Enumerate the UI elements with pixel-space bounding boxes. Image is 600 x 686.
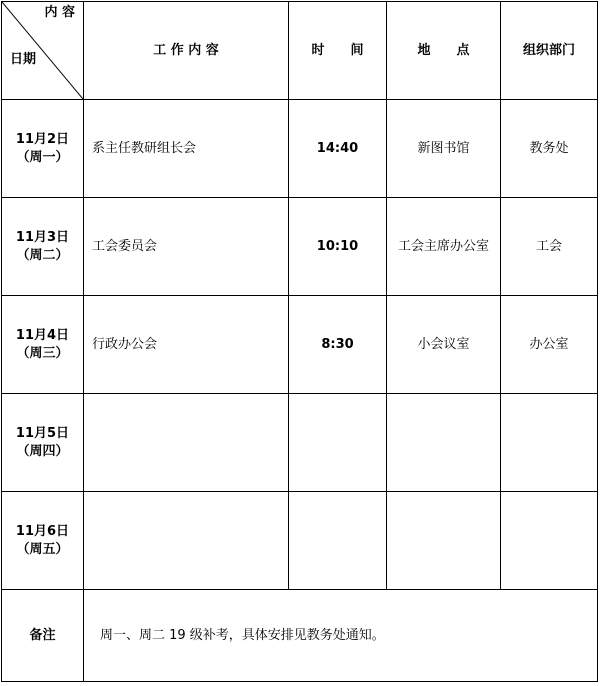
time-cell: 8:30 xyxy=(289,296,387,394)
remark-label: 备注 xyxy=(2,590,84,682)
header-row xyxy=(2,2,598,100)
place-cell: 新图书馆 xyxy=(387,100,501,198)
date-text: 11月4日 xyxy=(15,327,70,343)
date-cell xyxy=(2,492,84,590)
remark-row xyxy=(2,590,598,682)
department-cell: 办公室 xyxy=(501,296,598,394)
work-content-cell: 行政办公会 xyxy=(84,296,289,394)
remark-text: 周一、周二 19 级补考，具体安排见教务处通知。 xyxy=(84,590,598,682)
diagonal-header-cell xyxy=(2,2,84,100)
date-text: 11月6日 xyxy=(15,523,70,539)
header-work-content: 工 作 内 容 xyxy=(84,2,289,100)
date-text: 11月5日 xyxy=(15,425,70,441)
date-text: 11月2日 xyxy=(15,131,70,147)
place-cell: 工会主席办公室 xyxy=(387,198,501,296)
department-cell: 教务处 xyxy=(501,100,598,198)
table-row xyxy=(2,492,598,590)
weekday-text: （周四） xyxy=(16,443,69,459)
table-row xyxy=(2,394,598,492)
schedule-table xyxy=(1,1,598,682)
date-cell xyxy=(2,100,84,198)
weekday-text: （周五） xyxy=(16,541,69,557)
date-cell xyxy=(2,296,84,394)
table-row xyxy=(2,198,598,296)
time-cell: 14:40 xyxy=(289,100,387,198)
work-content-cell xyxy=(84,394,289,492)
header-department: 组织部门 xyxy=(501,2,598,100)
time-cell xyxy=(289,394,387,492)
weekday-text: （周一） xyxy=(16,149,69,165)
header-place: 地 点 xyxy=(387,2,501,100)
header-content-label: 内 容 xyxy=(44,5,75,20)
place-cell xyxy=(387,394,501,492)
work-content-cell xyxy=(84,492,289,590)
work-content-cell: 系主任教研组长会 xyxy=(84,100,289,198)
place-cell: 小会议室 xyxy=(387,296,501,394)
header-date-label: 日期 xyxy=(10,52,37,67)
place-cell xyxy=(387,492,501,590)
date-cell xyxy=(2,198,84,296)
department-cell xyxy=(501,394,598,492)
weekday-text: （周三） xyxy=(16,345,69,361)
time-cell: 10:10 xyxy=(289,198,387,296)
time-cell xyxy=(289,492,387,590)
date-cell xyxy=(2,394,84,492)
table-row xyxy=(2,296,598,394)
table-row xyxy=(2,100,598,198)
date-text: 11月3日 xyxy=(15,229,70,245)
header-time: 时 间 xyxy=(289,2,387,100)
department-cell: 工会 xyxy=(501,198,598,296)
department-cell xyxy=(501,492,598,590)
weekday-text: （周二） xyxy=(16,247,69,263)
work-content-cell: 工会委员会 xyxy=(84,198,289,296)
